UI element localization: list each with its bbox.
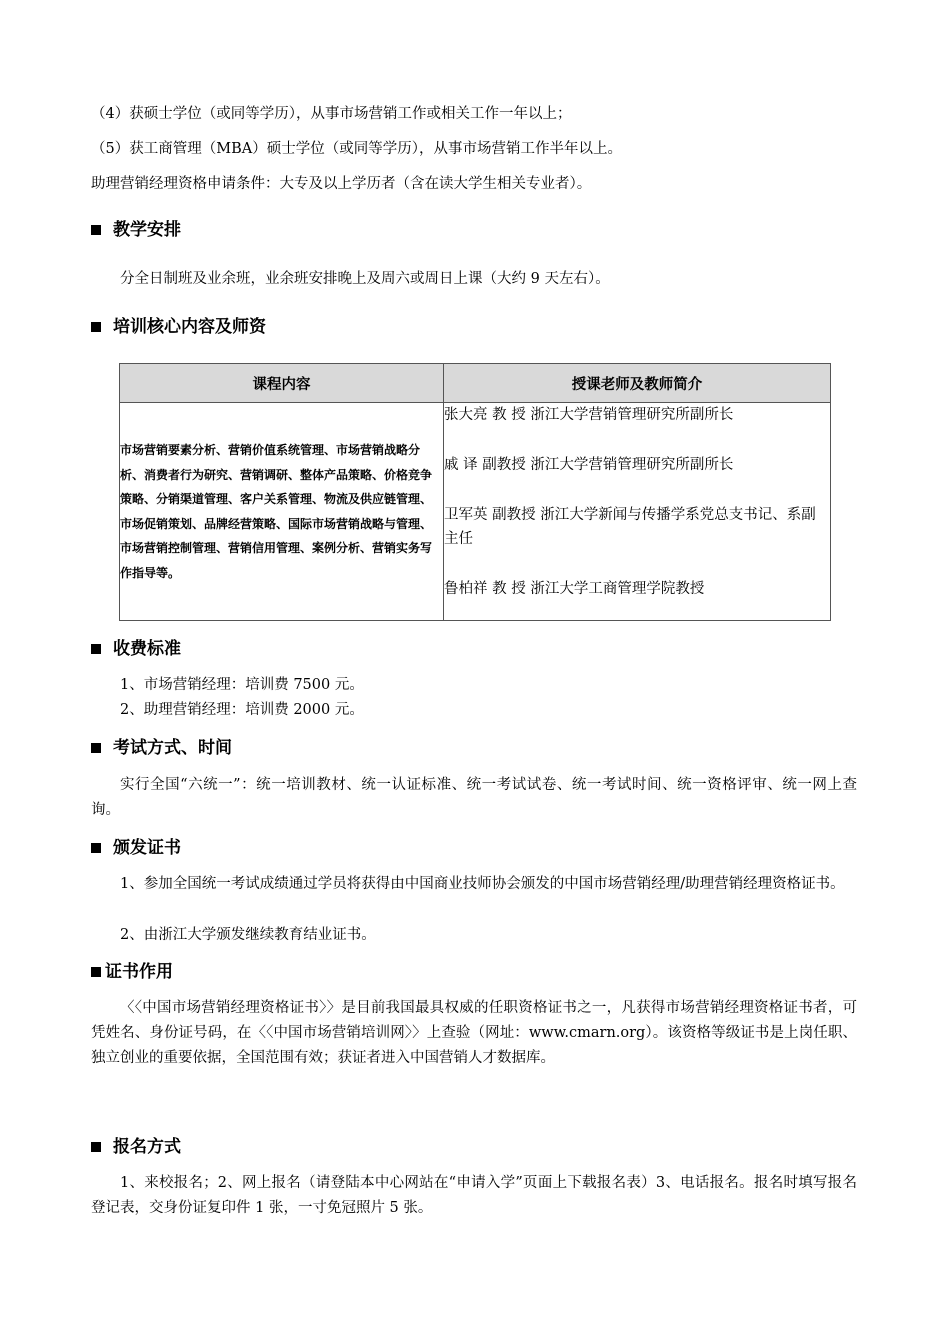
- certificate-item: 1、参加全国统一考试成绩通过学员将获得由中国商业技师协会颁发的中国市场营销经理/助理营销经理资格证书。: [120, 876, 845, 892]
- bullet-square-icon: [91, 225, 101, 235]
- section-title: 考试方式、时间: [113, 738, 232, 758]
- section-heading-teaching: [91, 219, 181, 241]
- section-heading-usage: [91, 961, 173, 983]
- teacher-item: 张大亮 教 授 浙江大学营销管理研究所副所长: [444, 407, 734, 423]
- table-header-teachers: 授课老师及教师简介: [444, 364, 831, 403]
- teacher-item: 卫军英 副教授 浙江大学新闻与传播学系党总支书记、系副主任: [444, 507, 816, 547]
- certificate-item: 2、由浙江大学颁发继续教育结业证书。: [120, 927, 376, 943]
- teaching-text: 分全日制班及业余班，业余班安排晚上及周六或周日上课（大约 9 天左右）。: [120, 271, 610, 287]
- fee-item: 2、助理营销经理：培训费 2000 元。: [120, 702, 364, 718]
- bullet-square-icon: [91, 644, 101, 654]
- teachers-cell: [444, 403, 831, 621]
- registration-text: 1、来校报名；2、网上报名（请登陆本中心网站在“申请入学”页面上下载报名表）3、电话报名。报名时填写报名登记表，交身份证复印件 1 张，一寸免冠照片 5 张。: [91, 1175, 857, 1216]
- section-title: 颁发证书: [113, 838, 181, 858]
- teacher-item: 鲁柏祥 教 授 浙江大学工商管理学院教授: [444, 581, 705, 597]
- fee-item: 1、市场营销经理：培训费 7500 元。: [120, 677, 364, 693]
- section-title: 教学安排: [113, 220, 181, 240]
- section-heading-core: [91, 316, 266, 338]
- section-title: 收费标准: [113, 639, 181, 659]
- section-title: 培训核心内容及师资: [113, 317, 266, 337]
- section-heading-fees: [91, 638, 181, 660]
- course-content-cell: 市场营销要素分析、营销价值系统管理、市场营销战略分析、消费者行为研究、营销调研、整体产品策略、价格竞争策略、分销渠道管理、客户关系管理、物流及供应链管理、市场促销策划、品牌经营策略、国际市场营销战略与管理、市场营销控制管理、营销信用管理、案例分析、营销实务写作指导等。: [120, 403, 444, 621]
- bullet-square-icon: [91, 743, 101, 753]
- section-title: 报名方式: [113, 1137, 181, 1157]
- intro-line-5: （5）获工商管理（MBA）硕士学位（或同等学历），从事市场营销工作半年以上。: [91, 141, 622, 157]
- bullet-square-icon: [91, 1142, 101, 1152]
- section-heading-registration: [91, 1136, 181, 1158]
- bullet-square-icon: [91, 843, 101, 853]
- table-header-row: [120, 364, 831, 403]
- section-title: 证书作用: [105, 962, 173, 982]
- exam-text: 实行全国“六统一”：统一培训教材、统一认证标准、统一考试试卷、统一考试时间、统一资格评审、统一网上查询。: [91, 777, 857, 818]
- intro-line-assistant: 助理营销经理资格申请条件：大专及以上学历者（含在读大学生相关专业者）。: [91, 176, 592, 192]
- usage-text: 〈〈中国市场营销经理资格证书〉〉是目前我国最具权威的任职资格证书之一，凡获得市场营销经理资格证书者，可凭姓名、身份证号码，在〈〈中国市场营销培训网〉〉上查验（网址：www.cmarn.org）。该资格等级证书是上岗任职、独立创业的重要依据，全国范围有效；获证者进入中国营销人才数据库。: [91, 1000, 857, 1066]
- table-header-content: 课程内容: [120, 364, 444, 403]
- course-table: [119, 363, 831, 621]
- teacher-item: 戚 译 副教授 浙江大学营销管理研究所副所长: [444, 457, 734, 473]
- section-heading-exam: [91, 737, 232, 759]
- table-row: [120, 403, 831, 621]
- bullet-square-icon: [91, 322, 101, 332]
- section-heading-certificate: [91, 837, 181, 859]
- intro-line-4: （4）获硕士学位（或同等学历），从事市场营销工作或相关工作一年以上；: [91, 106, 572, 122]
- bullet-square-icon: [91, 967, 101, 977]
